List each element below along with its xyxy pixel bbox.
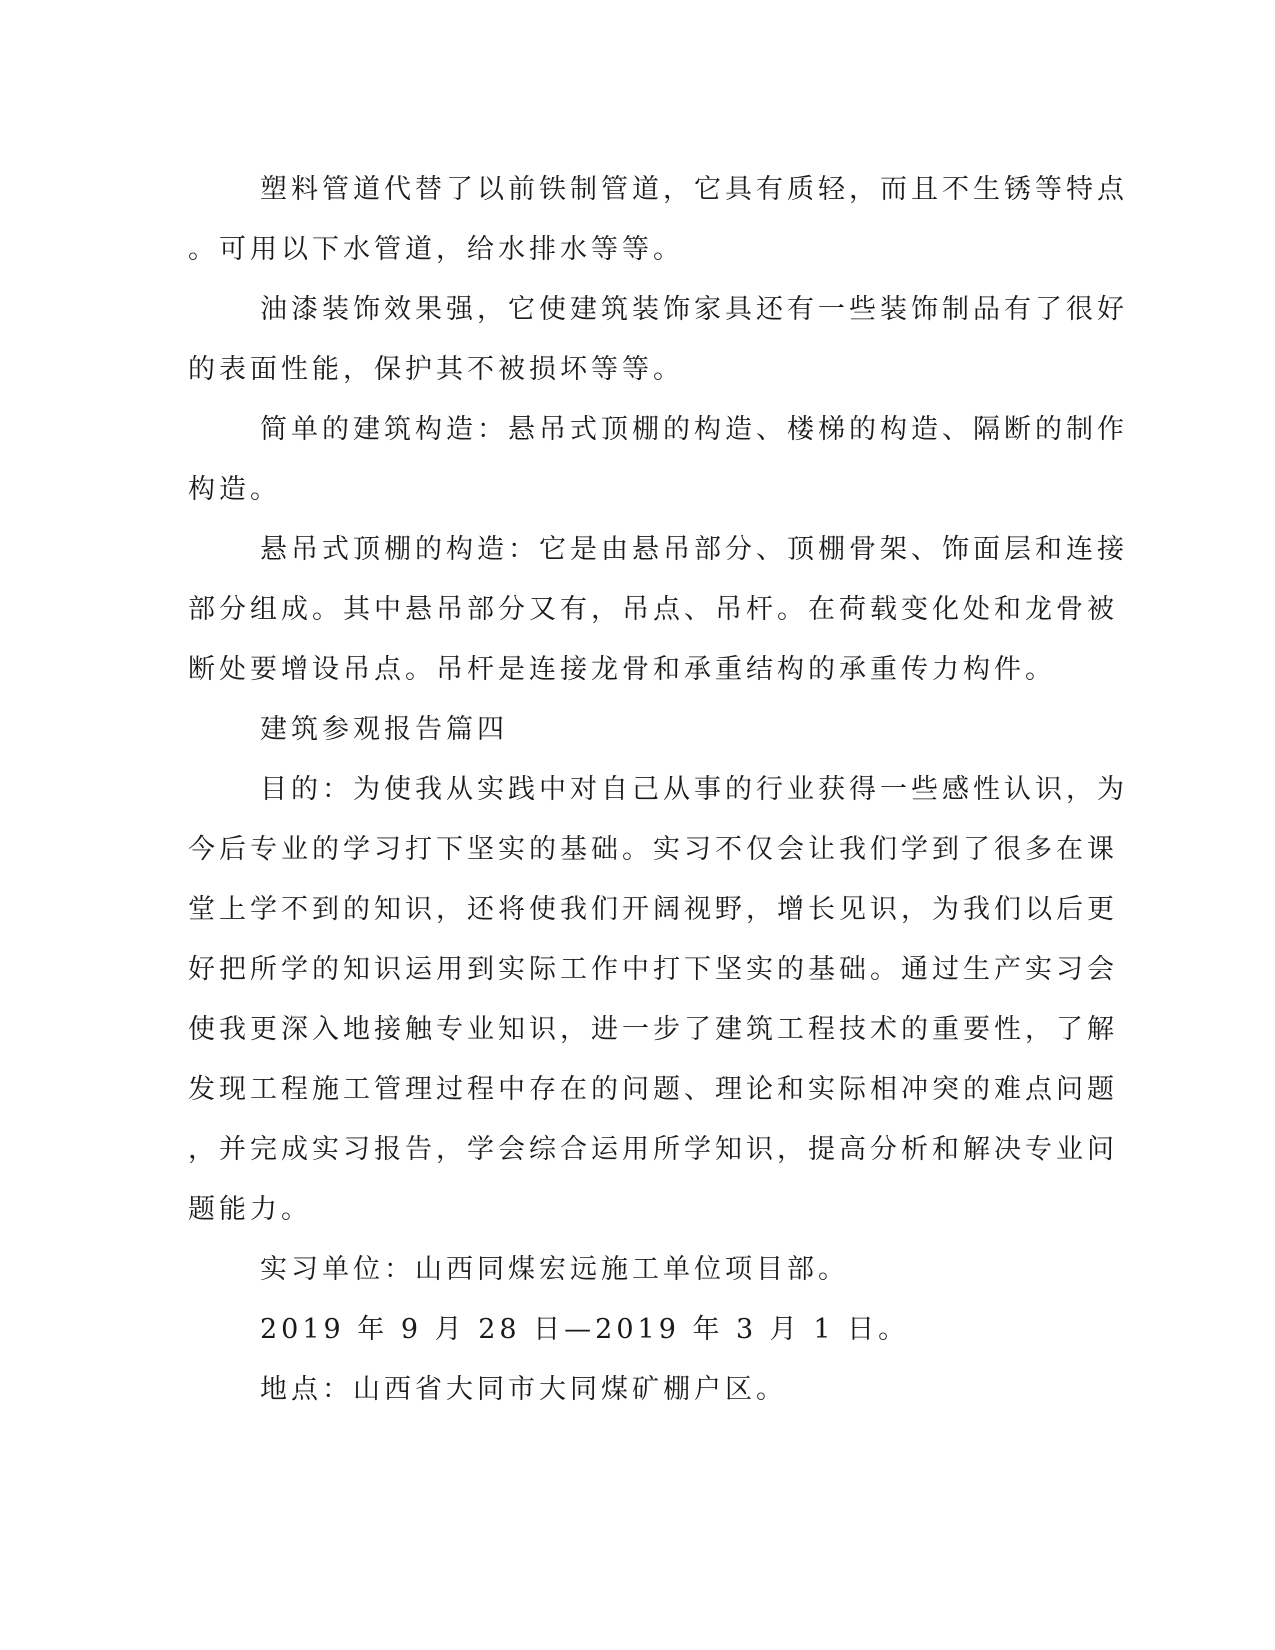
section-heading: 建筑参观报告篇四 xyxy=(260,714,508,745)
document-body xyxy=(188,160,1128,1420)
text-line: 简单的建筑构造：悬吊式顶棚的构造、楼梯的构造、隔断的制作 xyxy=(260,414,1128,445)
text-line: 地点：山西省大同市大同煤矿棚户区。 xyxy=(260,1374,787,1405)
text-line: 堂上学不到的知识，还将使我们开阔视野，增长见识，为我们以后更 xyxy=(188,894,1118,925)
text-line: 。可用以下水管道，给水排水等等。 xyxy=(188,234,684,265)
text-line: 塑料管道代替了以前铁制管道，它具有质轻，而且不生锈等特点 xyxy=(260,174,1128,205)
text-line: 使我更深入地接触专业知识，进一步了建筑工程技术的重要性，了解 xyxy=(188,1014,1118,1045)
text-line: 2019 年 9 月 28 日—2019 年 3 月 1 日。 xyxy=(260,1314,910,1345)
text-line: 目的：为使我从实践中对自己从事的行业获得一些感性认识，为 xyxy=(260,774,1128,805)
text-line: 部分组成。其中悬吊部分又有，吊点、吊杆。在荷载变化处和龙骨被 xyxy=(188,594,1118,625)
text-line: 构造。 xyxy=(188,474,281,505)
text-line: 的表面性能，保护其不被损坏等等。 xyxy=(188,354,684,385)
text-line: ，并完成实习报告，学会综合运用所学知识，提高分析和解决专业问 xyxy=(188,1134,1118,1165)
text-line: 油漆装饰效果强，它使建筑装饰家具还有一些装饰制品有了很好 xyxy=(260,294,1128,325)
text-line: 悬吊式顶棚的构造：它是由悬吊部分、顶棚骨架、饰面层和连接 xyxy=(260,534,1128,565)
text-line: 断处要增设吊点。吊杆是连接龙骨和承重结构的承重传力构件。 xyxy=(188,654,1056,685)
text-line: 题能力。 xyxy=(188,1194,312,1225)
text-line: 发现工程施工管理过程中存在的问题、理论和实际相冲突的难点问题 xyxy=(188,1074,1118,1105)
text-line: 今后专业的学习打下坚实的基础。实习不仅会让我们学到了很多在课 xyxy=(188,834,1118,865)
text-line: 实习单位：山西同煤宏远施工单位项目部。 xyxy=(260,1254,849,1285)
text-line: 好把所学的知识运用到实际工作中打下坚实的基础。通过生产实习会 xyxy=(188,954,1118,985)
